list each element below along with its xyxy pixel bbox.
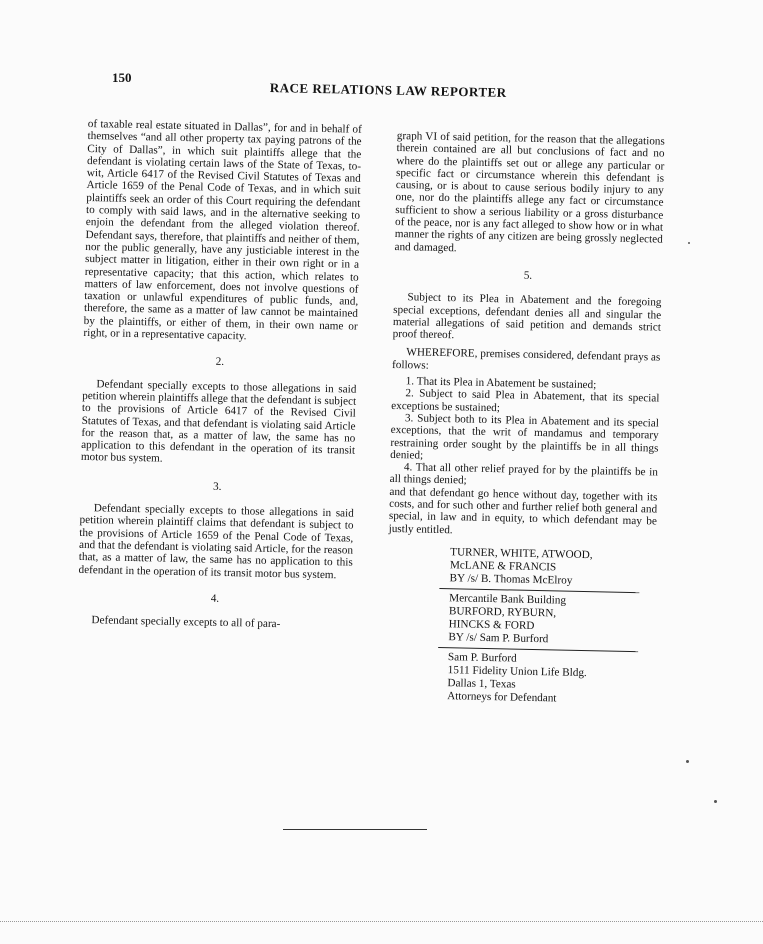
prayer-item-2: 2. Subject to said Plea in Abatement, that its special exceptions be sustained;: [391, 387, 660, 414]
left-paragraph-4: Defendant specially excepts to all of para-: [91, 614, 281, 631]
running-title: RACE RELATIONS LAW REPORTER: [269, 80, 507, 100]
prayer-item-4: 4. That all other relief prayed for by the plaintiffs be in all things denied;: [389, 461, 659, 487]
scan-speck: [688, 242, 690, 244]
attorney-address: 1511 Fidelity Union Life Bldg.: [447, 664, 587, 679]
firm2-name-line1: BURFORD, RYBURN,: [448, 605, 557, 620]
left-paragraph-2: Defendant specially excepts to those allegations in said petition wherein plaintiffs allege that the defendant is subject to the provisions of Article 6417 of the Revised Civil Statutes of Texas, and that defendant is violating said Article for the reason that, as a matter of law, the same has no application to this defendant in the operation of its transit motor bus system.: [80, 377, 357, 466]
attorney-role: Attorneys for Defendant: [447, 690, 557, 705]
firm1-signature: BY /s/ B. Thomas McElroy: [449, 572, 573, 587]
section-number-2: 2.: [215, 356, 225, 369]
section-number-5: 5.: [523, 269, 533, 282]
firm1-name-line2: McLANE & FRANCIS: [449, 559, 557, 574]
right-column: [385, 130, 665, 707]
firm2-address: Mercantile Bank Building: [449, 592, 567, 607]
prayer-item-3: 3. Subject both to its Plea in Abatement and its special exceptions, that the writ of mandamus and temporary restraining order sought by the plaintiffs be in all things denied;: [390, 412, 660, 462]
right-paragraph-3: WHEREFORE, premises considered, defendant prays as follows:: [391, 346, 661, 372]
firm2-signature: BY /s/ Sam P. Burford: [448, 631, 549, 646]
right-paragraph-1: graph VI of said petition, for the reason that the allegations therein contained are all but conclusions of fact and no where do the plaintiffs set out or allege any particular or specific fact or circumstance wherein this defendant is causing, or is about to cause serious bodily injury to any one, nor do the plaintiffs allege any fact or circumstance sufficient to show a serious liability or a gross disturbance of the peace, nor is any fact alleged to show how or in what manner the rights of any citizen are being grossly neglected and damaged.: [394, 130, 665, 254]
section-number-3: 3.: [212, 480, 222, 493]
left-paragraph-3: Defendant specially excepts to those allegations in said petition wherein plaintiff claims that defendant is subject to the provisions of Article 1659 of the Penal Code of Texas, and that the defendant is violating said Article, for the reason that, as a matter of law, the same has no application to this defendant in the operation of its transit motor bus system.: [78, 502, 354, 581]
attorney-city: Dallas 1, Texas: [447, 677, 516, 691]
section-number-4: 4.: [210, 592, 220, 605]
right-paragraph-2: Subject to its Plea in Abatement and the foregoing special exceptions, defendant denies all and singular the material allegations of said petition and demands strict proof thereof.: [392, 291, 662, 342]
attorney-name: Sam P. Burford: [447, 651, 517, 665]
prayer-item-1: 1. That its Plea in Abatement be sustained;: [405, 375, 597, 392]
page-header: [0, 70, 763, 100]
footer-rule: [283, 829, 427, 830]
scan-speck: [686, 760, 689, 763]
firm1-name-line1: TURNER, WHITE, ATWOOD,: [450, 546, 593, 562]
left-column: [77, 118, 362, 632]
firm2-name-line2: HINCKS & FORD: [448, 618, 535, 632]
right-paragraph-4: and that defendant go hence without day, together with its costs, and for such other and further relief both general and special, in law and in equity, to which defendant may be justly entitled.: [388, 485, 658, 536]
page-number: 150: [112, 70, 132, 85]
scan-edge: [0, 921, 763, 922]
left-paragraph-1: of taxable real estate situated in Dallas”, for and in behalf of themselves “and all other property tax paying patrons of the City of Dallas”, in which suit plaintiffs allege that the defendant is violating certain laws of the State of Texas, to-wit, Article 6417 of the Revised Civil Statutes of Texas and Article 1659 of the Penal Code of Texas, and in which suit plaintiffs seek an order of this Court requiring the defendant to comply with said laws, and in the alternative seeking to enjoin the defendant from the alleged violation thereof. Defendant says, therefore, that plaintiffs and neither of them, nor the public generally, have any justiciable interest in the subject matter in litigation, either in their own right or in a representative capacity; that this action, which relates to matters of law enforcement, does not involve questions of taxation or unlawful expenditures of public funds, and, therefore, the same as a matter of law cannot be maintained by the plaintiffs, or either of them, in their own name or right, or in a representative capacity.: [83, 118, 362, 343]
signature-block: [385, 545, 656, 708]
prayer-list: [390, 375, 660, 491]
scan-speck: [714, 800, 717, 803]
